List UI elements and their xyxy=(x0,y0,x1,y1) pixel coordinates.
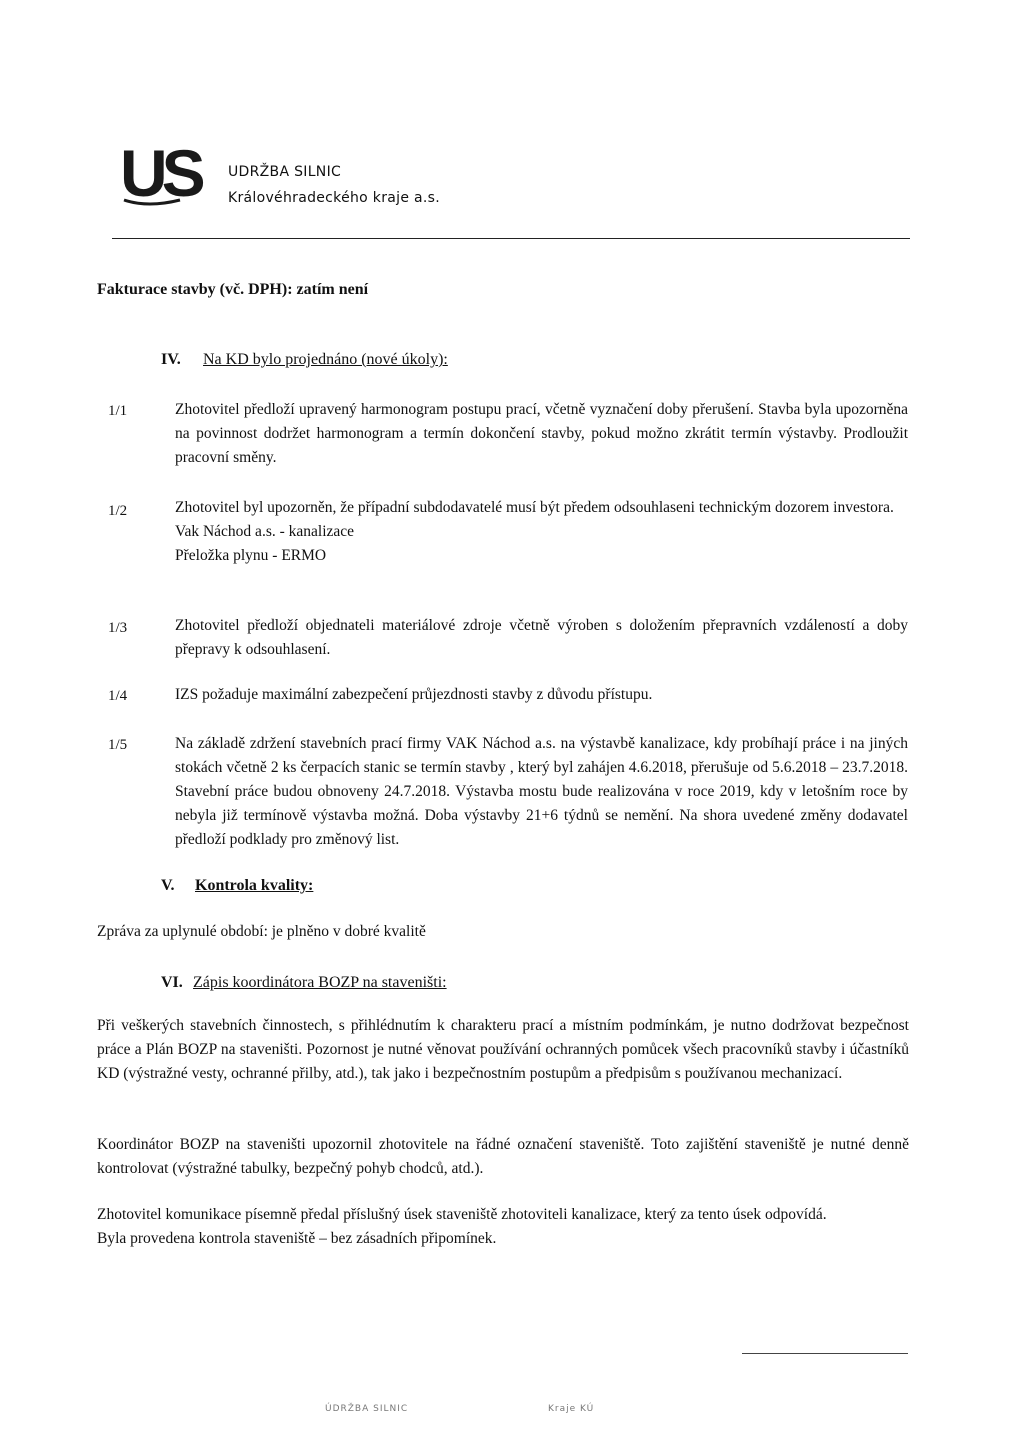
logo-text: US xyxy=(120,138,200,208)
footer-divider xyxy=(742,1353,908,1354)
section-v-title: Kontrola kvality: xyxy=(195,877,314,894)
section-v-text xyxy=(97,920,909,944)
section-v-number: V. xyxy=(161,877,175,894)
bozp-paragraph xyxy=(97,1014,909,1086)
section-iv-title: Na KD bylo projednáno (nové úkoly): xyxy=(203,351,448,368)
company-region: Královéhradeckého kraje a.s. xyxy=(228,190,440,206)
footer-company: ÚDRŽBA SILNIC xyxy=(325,1404,409,1414)
item-line: Vak Náchod a.s. - kanalizace xyxy=(175,523,355,540)
item-text xyxy=(175,683,908,707)
item-text xyxy=(175,398,908,470)
bozp-line: Při veškerých stavebních činnostech, s přihlédnutím k charakteru prací a místním podmínkám, je nutno dodržovat bezpečnost práce a Plán BOZP na staveništi. Pozornost je nutné věnovat používání ochranných pomůcek všech pracovníků stavby i účastníků KD (výstražné vesty, ochranné přilby, atd.), tak jako i bezpečnostním postupům a předpisům s používanou mechanizací. xyxy=(97,1017,909,1082)
item-number: 1/4 xyxy=(108,688,128,704)
item-text xyxy=(175,732,908,852)
company-logo xyxy=(118,138,208,208)
item-line: Na základě zdržení stavebních prací firmy VAK Náchod a.s. na výstavbě kanalizace, kdy probíhají práce i na jiných stokách včetně 2 ks čerpacích stanic se termín stavby , který byl zahájen 4.6.2018, přerušuje od 5.6.2018 – 23.7.2018. Stavební práce budou obnoveny 24.7.2018. Výstavba mostu bude realizována v roce 2019, kdy v letošním roce by nebyla již termínově výstavba možná. Doba výstavby 21+6 týdnů se nemění. Na shora uvedené změny dodavatel předloží podklady pro změnový list. xyxy=(175,735,908,848)
invoicing-status: Fakturace stavby (vč. DPH): zatím není xyxy=(97,281,369,298)
item-line: Zhotovitel předloží upravený harmonogram postupu prací, včetně vyznačení doby přerušení. Stavba byla upozorněna na povinnost dodržet harmonogram a termín dokončení stavby, pokud možno zkrátit termín výstavby. Prodloužit pracovní směny. xyxy=(175,401,908,466)
item-number: 1/2 xyxy=(108,503,128,519)
item-text xyxy=(175,496,908,568)
bozp-line: Koordinátor BOZP na staveništi upozornil zhotovitele na řádné označení staveniště. Toto zajištění staveniště je nutné denně kontrolovat (výstražné tabulky, bezpečný pohyb chodců, atd.). xyxy=(97,1136,909,1177)
item-text xyxy=(175,614,908,662)
item-number: 1/5 xyxy=(108,737,128,753)
item-line: Zhotovitel byl upozorněn, že případní subdodavatelé musí být předem odsouhlaseni technickým dozorem investora. xyxy=(175,499,894,516)
header-divider xyxy=(112,238,910,239)
item-line: IZS požaduje maximální zabezpečení průjezdnosti stavby z důvodu přístupu. xyxy=(175,686,653,703)
footer-region: Kraje KÚ xyxy=(548,1404,595,1414)
section-vi-title: Zápis koordinátora BOZP na staveništi: xyxy=(193,974,447,991)
company-name: UDRŽBA SILNIC xyxy=(228,164,342,180)
item-line: Přeložka plynu - ERMO xyxy=(175,547,327,564)
item-number: 1/1 xyxy=(108,403,128,419)
section-iv-number: IV. xyxy=(161,351,181,368)
section-vi-number: VI. xyxy=(161,974,183,991)
item-number: 1/3 xyxy=(108,620,128,636)
bozp-paragraph xyxy=(97,1133,909,1181)
bozp-paragraph xyxy=(97,1203,909,1251)
bozp-line: Byla provedena kontrola staveniště – bez zásadních připomínek. xyxy=(97,1230,497,1247)
bozp-line: Zhotovitel komunikace písemně předal příslušný úsek staveniště zhotoviteli kanalizace, který za tento úsek odpovídá. xyxy=(97,1206,827,1223)
item-line: Zhotovitel předloží objednateli materiálové zdroje včetně výroben s doložením přepravních vzdáleností a doby přepravy k odsouhlasení. xyxy=(175,617,908,658)
section-v-line: Zpráva za uplynulé období: je plněno v dobré kvalitě xyxy=(97,923,426,940)
